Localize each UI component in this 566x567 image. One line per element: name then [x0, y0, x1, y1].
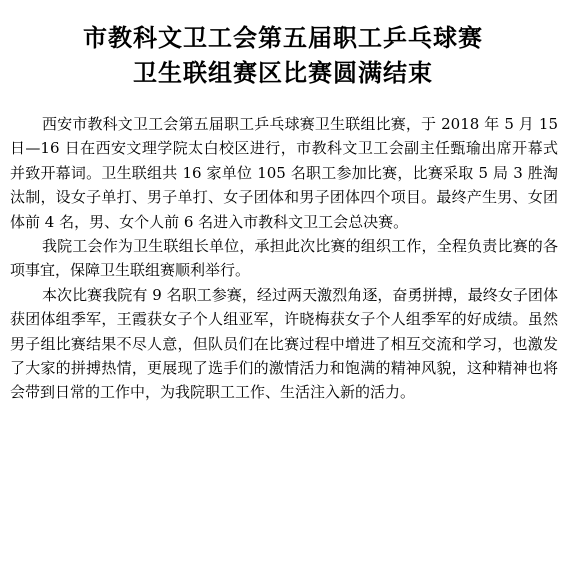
paragraph-event-summary: 西安市教科文卫工会第五届职工乒乓球赛卫生联组比赛，于 2018 年 5 月 15 日—16 日在西安文理学院太白校区进行，市教科文卫工会副主任甄瑜出席开幕式并致开幕词。卫生联组共 16 家单位 105 名职工参加比赛，比赛采取 5 局 3 胜淘汰制，设女子单打、男子单打、女子团体和男子团体四个项目。最终产生男、女团体前 4 名，男、女个人前 6 名进入市教科文卫工会总决赛。: [10, 115, 558, 231]
paragraph-results: 本次比赛我院有 9 名职工参赛，经过两天激烈角逐，奋勇拼搏，最终女子团体获团体组季军，王霞获女子个人组亚军，许晓梅获女子个人组季军的好成绩。虽然男子组比赛结果不尽人意，但队员们在比赛过程中增进了相互交流和学习，也激发了大家的拼搏热情，更展现了选手们的激情活力和饱满的精神风貌，这种精神也将会带到日常的工作中，为我院职工工作、生活注入新的活力。: [10, 285, 558, 402]
article-title-line-1: 市教科文卫工会第五届职工乒乓球赛: [83, 23, 483, 52]
paragraph-organizer: 我院工会作为卫生联组长单位，承担此次比赛的组织工作，全程负责比赛的各项事宜，保障卫生联组赛顺利举行。: [10, 237, 558, 280]
article-body: [10, 112, 558, 405]
article-title-line-2: 卫生联组赛区比赛圆满结束: [133, 58, 433, 87]
